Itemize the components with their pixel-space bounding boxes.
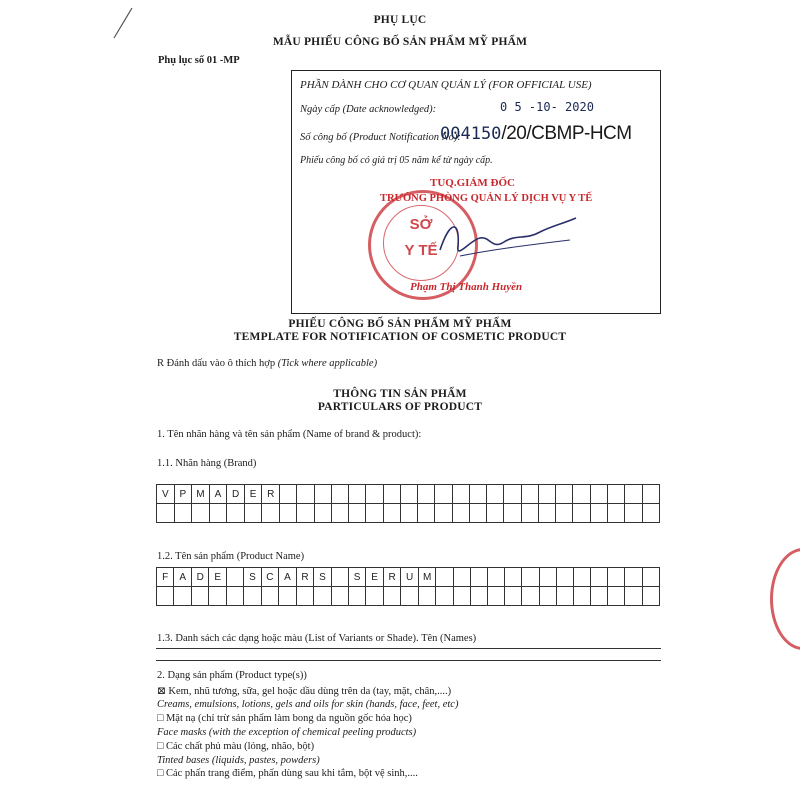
notification-number-label: Số công bố (Product Notification No):	[300, 132, 461, 143]
product-grid-cell	[261, 587, 279, 606]
product-grid-cell	[314, 587, 332, 606]
brand-grid-cell	[469, 485, 486, 504]
product-grid-cell	[383, 587, 401, 606]
brand-grid-cell	[400, 485, 417, 504]
brand-grid-cell	[487, 485, 504, 504]
form-title-en: TEMPLATE FOR NOTIFICATION OF COSMETIC PRODUCT	[233, 331, 567, 343]
product-grid-cell	[505, 587, 522, 606]
product-grid-cell: A	[279, 568, 297, 587]
product-grid-cell	[226, 587, 243, 606]
brand-grid-cell	[314, 485, 331, 504]
seal-text-2: Y TẾ	[404, 242, 438, 259]
product-grid-cell	[522, 587, 539, 606]
brand-grid-cell	[469, 504, 486, 523]
form-title-vi: PHIẾU CÔNG BỐ SẢN PHẨM MỸ PHẨM	[288, 318, 512, 330]
brand-grid-cell	[331, 485, 348, 504]
brand-grid-cell: V	[157, 485, 175, 504]
product-grid-cell: E	[366, 568, 384, 587]
brand-grid-cell	[331, 504, 348, 523]
product-grid-cell	[556, 587, 573, 606]
variants-line-2	[156, 660, 661, 661]
brand-grid-cell: R	[262, 485, 280, 504]
brand-grid-cell	[279, 504, 296, 523]
product-grid-cell	[244, 587, 262, 606]
product-grid-cell	[209, 587, 227, 606]
brand-grid-cell	[556, 485, 573, 504]
product-grid-cell	[453, 568, 470, 587]
product-grid-cell	[418, 587, 436, 606]
product-grid-cell	[539, 587, 556, 606]
product-grid-cell	[608, 568, 625, 587]
brand-grid-cell	[538, 504, 555, 523]
brand-grid-cell	[349, 485, 366, 504]
brand-grid-cell: A	[209, 485, 227, 504]
official-box-title: PHẦN DÀNH CHO CƠ QUAN QUẢN LÝ (FOR OFFICIAL USE)	[300, 79, 592, 91]
product-grid-cell	[608, 587, 625, 606]
product-grid-cell	[226, 568, 243, 587]
product-grid-cell	[591, 587, 608, 606]
brand-grid-cell	[435, 485, 452, 504]
brand-grid-cell	[452, 485, 469, 504]
product-grid-cell	[453, 587, 470, 606]
product-grid-cell	[487, 568, 504, 587]
brand-label: 1.1. Nhãn hàng (Brand)	[157, 458, 257, 469]
brand-grid-cell	[608, 504, 625, 523]
product-type-option-3[interactable]: □ Các chất phủ màu (lỏng, nhão, bột)	[157, 741, 315, 752]
brand-grid-cell	[279, 485, 296, 504]
product-grid-cell: S	[314, 568, 332, 587]
brand-grid-cell	[452, 504, 469, 523]
brand-grid-cell	[538, 485, 555, 504]
product-grid-cell: E	[209, 568, 227, 587]
tick-note	[157, 358, 377, 369]
product-type-option-3-en: Tinted bases (liquids, pastes, powders)	[157, 755, 320, 766]
brand-grid-cell	[297, 504, 314, 523]
product-grid-cell: F	[157, 568, 174, 587]
particulars-title-en: PARTICULARS OF PRODUCT	[317, 401, 483, 413]
product-type-option-4[interactable]: □ Các phấn trang điểm, phấn dùng sau khi tắm, bột vệ sinh,....	[157, 768, 418, 779]
product-grid-cell: D	[191, 568, 209, 587]
product-grid-cell: A	[174, 568, 192, 587]
brand-grid-cell	[383, 504, 400, 523]
product-grid-cell: C	[261, 568, 279, 587]
brand-grid-cell	[625, 485, 642, 504]
page-title: PHỤ LỤC	[373, 14, 427, 26]
product-grid-cell	[591, 568, 608, 587]
official-use-box	[291, 70, 661, 314]
product-grid-cell	[556, 568, 573, 587]
product-grid-cell	[642, 568, 659, 587]
product-type-option-1[interactable]: ⊠ Kem, nhũ tương, sữa, gel hoặc dầu dùng trên da (tay, mặt, chân,....)	[157, 686, 452, 697]
brand-grid-cell	[608, 485, 625, 504]
edge-seal-icon	[770, 548, 800, 650]
product-grid-cell: R	[383, 568, 401, 587]
tick-note-en: (Tick where applicable)	[277, 358, 378, 369]
validity-note: Phiếu công bố có giá trị 05 năm kể từ ngày cấp.	[300, 155, 493, 166]
section1-heading: 1. Tên nhãn hàng và tên sản phẩm (Name of brand & product):	[157, 429, 422, 440]
brand-grid-cell	[366, 504, 383, 523]
brand-grid-cell	[642, 485, 659, 504]
brand-grid	[156, 484, 660, 523]
product-grid-cell	[522, 568, 539, 587]
brand-grid-cell: D	[227, 485, 245, 504]
brand-grid-cell	[262, 504, 280, 523]
product-grid-cell	[642, 587, 659, 606]
brand-grid-cell	[435, 504, 452, 523]
notification-number-printed: /20/CBMP-HCM	[501, 123, 632, 144]
brand-grid-cell	[590, 504, 607, 523]
brand-grid-cell	[521, 485, 538, 504]
brand-grid-cell	[400, 504, 417, 523]
product-grid-cell	[331, 587, 348, 606]
product-grid-cell	[436, 587, 453, 606]
date-acknowledged-value: 0 5 -10- 2020	[500, 100, 594, 114]
product-grid-cell	[487, 587, 504, 606]
brand-grid-cell	[556, 504, 573, 523]
brand-grid-cell	[521, 504, 538, 523]
product-grid-cell	[348, 587, 366, 606]
product-grid-cell	[191, 587, 209, 606]
tick-note-vi: R Đánh dấu vào ô thích hợp	[157, 358, 276, 369]
product-grid-cell	[436, 568, 453, 587]
appendix-number: Phụ lục số 01 -MP	[158, 55, 240, 66]
product-grid-cell: S	[244, 568, 262, 587]
brand-grid-cell	[174, 504, 192, 523]
section2-heading: 2. Dạng sản phẩm (Product type(s))	[157, 670, 307, 681]
product-grid-cell	[174, 587, 192, 606]
product-grid-cell	[625, 587, 642, 606]
product-grid-cell	[366, 587, 384, 606]
product-name-label: 1.2. Tên sản phẩm (Product Name)	[157, 551, 305, 562]
brand-grid-cell	[487, 504, 504, 523]
brand-grid-cell: P	[174, 485, 192, 504]
brand-grid-cell	[504, 504, 521, 523]
brand-grid-cell	[244, 504, 262, 523]
product-grid-cell	[470, 568, 487, 587]
product-grid-cell	[625, 568, 642, 587]
signature-icon	[430, 210, 580, 270]
brand-grid-cell	[192, 504, 210, 523]
product-grid-cell	[157, 587, 174, 606]
product-name-grid	[156, 567, 660, 606]
product-type-option-1-en: Creams, emulsions, lotions, gels and oils for skin (hands, face, feet, etc)	[157, 699, 459, 710]
brand-grid-cell	[366, 485, 383, 504]
particulars-title-vi: THÔNG TIN SẢN PHẨM	[333, 388, 467, 400]
brand-grid-cell	[418, 485, 435, 504]
brand-grid-cell	[383, 485, 400, 504]
signer-title-2: TRƯỞNG PHÒNG QUẢN LÝ DỊCH VỤ Y TẾ	[380, 193, 593, 204]
brand-grid-cell	[297, 485, 314, 504]
product-grid-cell: S	[348, 568, 366, 587]
product-grid-cell: M	[418, 568, 436, 587]
brand-grid-cell	[642, 504, 659, 523]
signer-title-1: TUQ.GIÁM ĐỐC	[430, 177, 515, 189]
signer-name: Phạm Thị Thanh Huyền	[410, 281, 523, 293]
brand-grid-cell	[209, 504, 227, 523]
product-type-option-2-en: Face masks (with the exception of chemical peeling products)	[157, 727, 417, 738]
brand-grid-cell	[590, 485, 607, 504]
brand-grid-cell	[625, 504, 642, 523]
seal-text-1: SỞ	[409, 216, 433, 233]
product-grid-cell	[539, 568, 556, 587]
brand-grid-cell	[349, 504, 366, 523]
notification-number-handwritten: 004150	[440, 124, 502, 144]
brand-grid-cell: E	[244, 485, 262, 504]
date-acknowledged-label: Ngày cấp (Date acknowledged):	[300, 104, 437, 115]
product-grid-cell	[470, 587, 487, 606]
product-grid-cell: R	[296, 568, 314, 587]
product-grid-cell	[505, 568, 522, 587]
product-grid-cell: U	[401, 568, 419, 587]
product-grid-cell	[331, 568, 348, 587]
brand-grid-cell	[157, 504, 175, 523]
product-grid-cell	[401, 587, 419, 606]
brand-grid-cell: M	[192, 485, 210, 504]
page-subtitle: MẪU PHIẾU CÔNG BỐ SẢN PHẨM MỸ PHẨM	[272, 36, 528, 48]
product-grid-cell	[279, 587, 297, 606]
brand-grid-cell	[504, 485, 521, 504]
brand-grid-cell	[573, 504, 590, 523]
brand-grid-cell	[227, 504, 245, 523]
product-grid-cell	[573, 568, 590, 587]
variants-line-1	[156, 648, 661, 649]
variants-label: 1.3. Danh sách các dạng hoặc màu (List of Variants or Shade). Tên (Names)	[157, 633, 477, 644]
product-grid-cell	[573, 587, 590, 606]
brand-grid-cell	[573, 485, 590, 504]
product-grid-cell	[296, 587, 314, 606]
brand-grid-cell	[418, 504, 435, 523]
brand-grid-cell	[314, 504, 331, 523]
product-type-option-2[interactable]: □ Mặt nạ (chỉ trừ sản phẩm làm bong da nguồn gốc hóa học)	[157, 713, 412, 724]
